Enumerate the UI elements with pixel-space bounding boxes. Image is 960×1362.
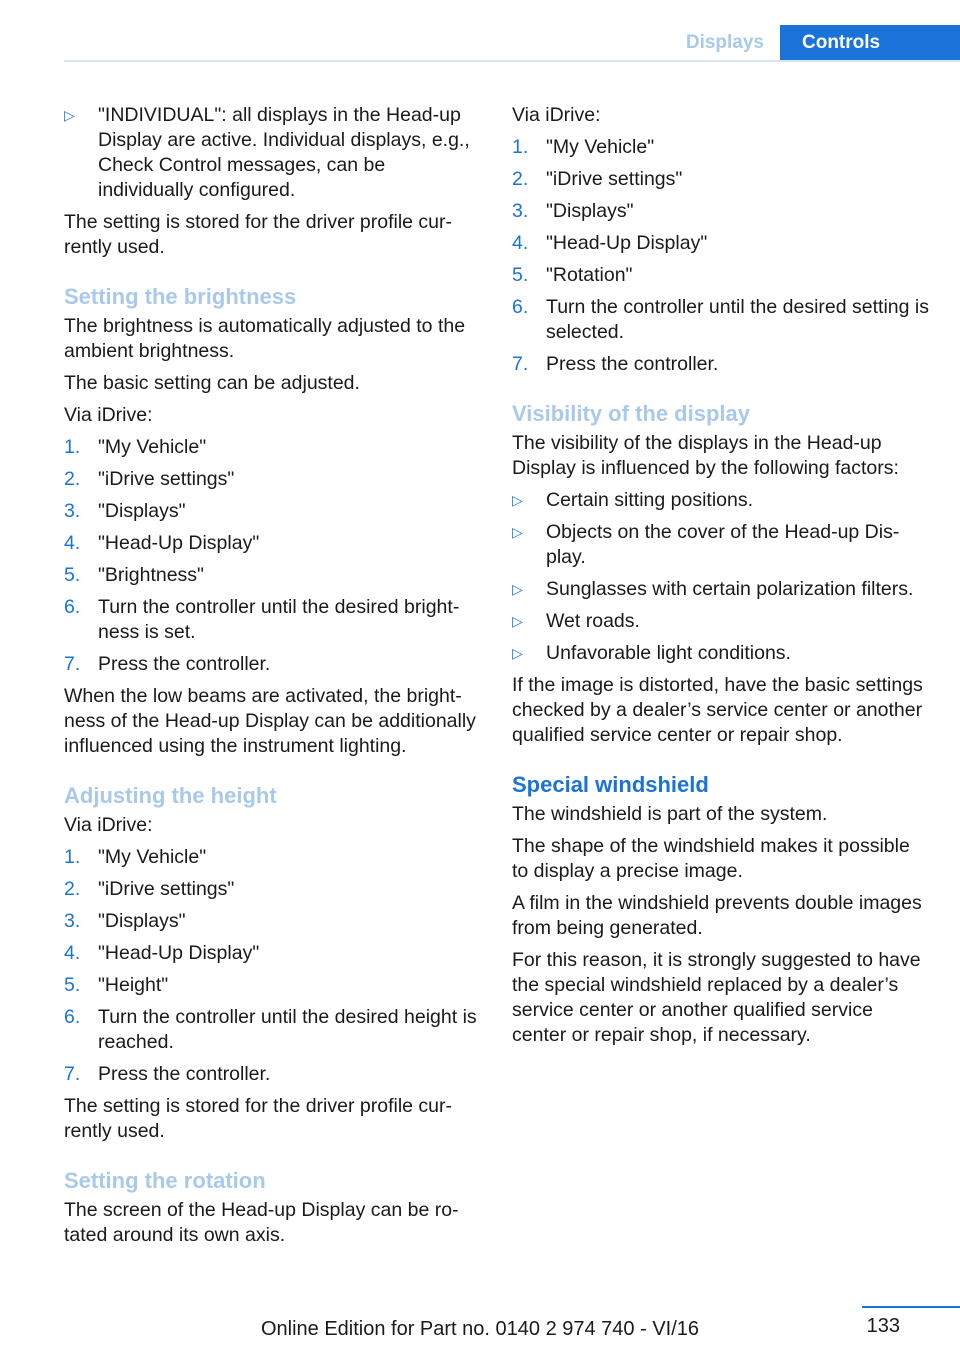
step-number: 4. [64,532,81,554]
triangle-bullet-icon: ▷ [512,492,523,508]
paragraph: The screen of the Head-up Display can be rotated around its own axis. [64,1199,459,1246]
step-item [512,231,930,256]
step-number: 1. [64,436,81,458]
step-number: 6. [64,1006,81,1028]
step-text: "Head-Up Display" [98,942,260,964]
right-column [512,103,930,1055]
height-steps-list [64,845,482,1087]
step-text: "iDrive settings" [546,168,683,190]
heading-setting-brightness: Setting the brightness [64,284,297,309]
heading-visibility-display: Visibility of the display [512,401,750,426]
step-text: Turn the controller until the desired height is reached. [98,1006,477,1053]
step-text: Press the controller. [546,353,719,375]
heading-setting-rotation: Setting the rotation [64,1168,266,1193]
step-number: 1. [512,136,529,158]
step-item [64,652,482,677]
step-item [512,135,930,160]
individual-bullet-list [64,103,482,203]
paragraph: The basic setting can be adjusted. [64,372,360,394]
step-number: 2. [64,878,81,900]
step-item [64,595,482,645]
step-item [512,167,930,192]
step-item [512,263,930,288]
step-item [64,1005,482,1055]
step-item [64,467,482,492]
list-item [512,609,930,634]
bullet-text: "INDIVIDUAL": all displays in the Head-up Display are active. Individual displays, e.g., Check Control messages, can be individually configured. [98,104,470,201]
brightness-steps-list [64,435,482,677]
step-item [64,563,482,588]
paragraph: When the low beams are activated, the brightness of the Head-up Display can be additionally influenced using the instrument lighting. [64,685,476,757]
step-item [64,877,482,902]
triangle-bullet-icon: ▷ [512,645,523,661]
bullet-text: Unfavorable light conditions. [546,642,791,664]
visibility-bullet-list [512,488,930,666]
step-number: 1. [64,846,81,868]
step-item [64,941,482,966]
step-text: "Head-Up Display" [98,532,260,554]
step-text: Press the controller. [98,653,271,675]
step-item [512,199,930,224]
step-number: 6. [64,596,81,618]
paragraph: If the image is distorted, have the basic settings checked by a dealer’s service center or another qualified service center or repair shop. [512,674,923,746]
bullet-text: Certain sitting positions. [546,489,754,511]
step-text: "Brightness" [98,564,204,586]
heading-adjusting-height: Adjusting the height [64,783,277,808]
step-item [64,909,482,934]
step-number: 3. [64,910,81,932]
step-number: 3. [512,200,529,222]
step-text: "Displays" [98,500,186,522]
step-number: 7. [512,353,529,375]
step-text: "Height" [98,974,169,996]
edition-footer: Online Edition for Part no. 0140 2 974 740 - VI/16 [260,1318,700,1340]
heading-special-windshield: Special windshield [512,772,709,797]
step-item [64,499,482,524]
list-item [512,520,930,570]
list-item [512,641,930,666]
step-number: 5. [64,564,81,586]
step-text: Turn the controller until the desired brightness is set. [98,596,460,643]
step-item [512,352,930,377]
step-text: Turn the controller until the desired setting is selected. [546,296,929,343]
step-text: "My Vehicle" [98,436,207,458]
header-divider [64,60,960,62]
paragraph: Via iDrive: [64,814,153,836]
paragraph: Via iDrive: [64,404,153,426]
paragraph: The setting is stored for the driver profile currently used. [64,1095,452,1142]
step-item [64,973,482,998]
bullet-text: Objects on the cover of the Head-up Display. [546,521,900,568]
step-number: 5. [64,974,81,996]
step-item [64,435,482,460]
paragraph: The visibility of the displays in the Head-up Display is influenced by the following factors: [512,432,899,479]
bullet-text: Sunglasses with certain polarization filters. [546,578,914,600]
step-number: 3. [64,500,81,522]
page-number: 133 [866,1315,900,1337]
triangle-bullet-icon: ▷ [512,581,523,597]
paragraph: For this reason, it is strongly suggested to have the special windshield replaced by a dealer’s service center or another qualified service center or repair shop, if necessary. [512,949,921,1046]
step-text: "My Vehicle" [546,136,655,158]
step-number: 2. [64,468,81,490]
paragraph: The brightness is automatically adjusted to the ambient brightness. [64,315,466,362]
step-item [64,1062,482,1087]
bullet-text: Wet roads. [546,610,640,632]
step-number: 5. [512,264,529,286]
list-item [512,488,930,513]
tab-controls[interactable]: Controls [780,25,960,61]
rotation-steps-list [512,135,930,377]
step-text: "iDrive settings" [98,878,235,900]
paragraph: Via iDrive: [512,104,601,126]
triangle-bullet-icon: ▷ [512,613,523,629]
list-item [64,103,482,203]
step-item [64,845,482,870]
paragraph: The windshield is part of the system. [512,803,828,825]
footer-divider [862,1306,960,1308]
left-column [64,103,482,1255]
step-number: 6. [512,296,529,318]
step-number: 2. [512,168,529,190]
step-text: "Rotation" [546,264,633,286]
step-item [64,531,482,556]
step-text: "Displays" [546,200,634,222]
step-number: 7. [64,1063,81,1085]
step-number: 7. [64,653,81,675]
step-item [512,295,930,345]
paragraph: A film in the windshield prevents double images from being generated. [512,892,922,939]
step-text: Press the controller. [98,1063,271,1085]
triangle-bullet-icon: ▷ [512,524,523,540]
step-text: "Displays" [98,910,186,932]
step-text: "My Vehicle" [98,846,207,868]
step-number: 4. [64,942,81,964]
triangle-bullet-icon: ▷ [64,107,75,123]
list-item [512,577,930,602]
step-text: "Head-Up Display" [546,232,708,254]
paragraph: The shape of the windshield makes it possible to display a precise image. [512,835,910,882]
paragraph: The setting is stored for the driver profile currently used. [64,211,452,258]
header-tabs [670,25,960,61]
tab-displays[interactable]: Displays [670,25,780,61]
step-text: "iDrive settings" [98,468,235,490]
step-number: 4. [512,232,529,254]
